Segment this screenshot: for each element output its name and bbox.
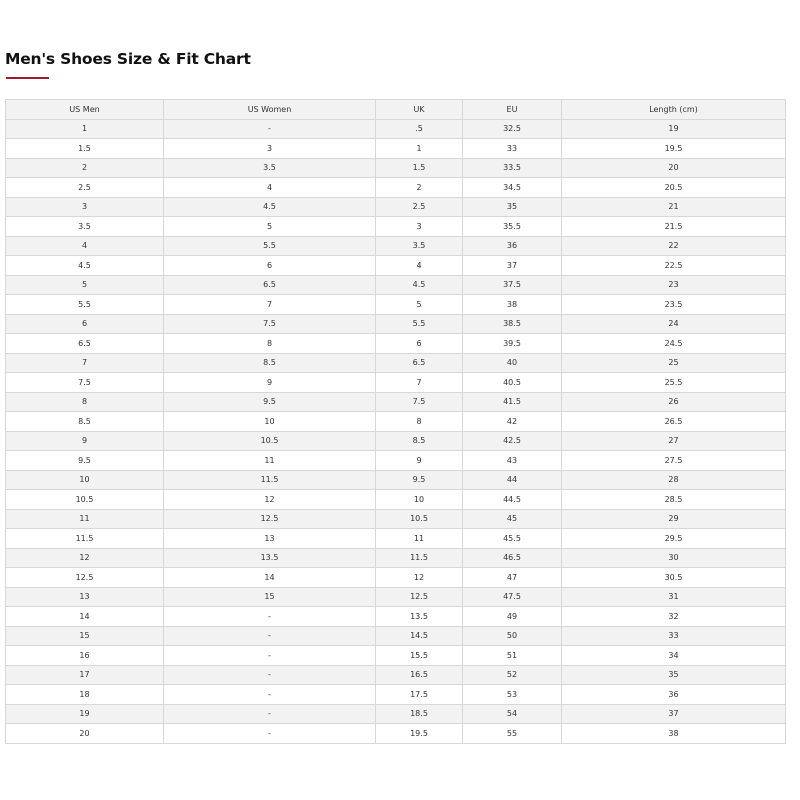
cell-us-men: 2 — [6, 158, 164, 178]
cell-length-cm: 24.5 — [562, 334, 786, 354]
cell-length-cm: 21 — [562, 197, 786, 217]
cell-uk: 8.5 — [376, 431, 463, 451]
cell-length-cm: 37 — [562, 704, 786, 724]
table-row — [6, 353, 786, 373]
cell-uk: 15.5 — [376, 646, 463, 666]
cell-us-women: 15 — [164, 587, 376, 607]
cell-us-men: 6.5 — [6, 334, 164, 354]
cell-length-cm: 38 — [562, 724, 786, 744]
cell-us-women: 6.5 — [164, 275, 376, 295]
table-row — [6, 256, 786, 276]
cell-us-men: 18 — [6, 685, 164, 705]
table-row — [6, 412, 786, 432]
cell-length-cm: 35 — [562, 665, 786, 685]
cell-us-men: 16 — [6, 646, 164, 666]
cell-us-women: 10 — [164, 412, 376, 432]
table-row — [6, 470, 786, 490]
table-row — [6, 509, 786, 529]
cell-uk: 3.5 — [376, 236, 463, 256]
cell-us-women: 12.5 — [164, 509, 376, 529]
cell-us-women: 3.5 — [164, 158, 376, 178]
cell-length-cm: 28 — [562, 470, 786, 490]
cell-us-men: 8.5 — [6, 412, 164, 432]
cell-length-cm: 25.5 — [562, 373, 786, 393]
cell-eu: 44 — [463, 470, 562, 490]
cell-us-men: 20 — [6, 724, 164, 744]
column-header-length-cm: Length (cm) — [562, 100, 786, 120]
cell-us-women: 4 — [164, 178, 376, 198]
cell-uk: 12 — [376, 568, 463, 588]
cell-uk: 6.5 — [376, 353, 463, 373]
table-row — [6, 373, 786, 393]
cell-uk: 5.5 — [376, 314, 463, 334]
cell-us-men: 12 — [6, 548, 164, 568]
cell-us-men: 8 — [6, 392, 164, 412]
cell-us-women: 13 — [164, 529, 376, 549]
cell-us-women: - — [164, 646, 376, 666]
cell-eu: 32.5 — [463, 119, 562, 139]
cell-eu: 38.5 — [463, 314, 562, 334]
table-row — [6, 685, 786, 705]
cell-eu: 37.5 — [463, 275, 562, 295]
cell-us-men: 7 — [6, 353, 164, 373]
cell-us-women: 11.5 — [164, 470, 376, 490]
cell-us-women: - — [164, 665, 376, 685]
cell-us-women: - — [164, 119, 376, 139]
cell-us-women: 5.5 — [164, 236, 376, 256]
cell-eu: 50 — [463, 626, 562, 646]
cell-uk: 19.5 — [376, 724, 463, 744]
column-header-us-men: US Men — [6, 100, 164, 120]
table-row — [6, 158, 786, 178]
table-row — [6, 704, 786, 724]
table-row — [6, 490, 786, 510]
cell-length-cm: 23 — [562, 275, 786, 295]
cell-us-men: 11 — [6, 509, 164, 529]
cell-us-men: 13 — [6, 587, 164, 607]
cell-length-cm: 27.5 — [562, 451, 786, 471]
cell-us-men: 1 — [6, 119, 164, 139]
cell-eu: 47.5 — [463, 587, 562, 607]
cell-eu: 42 — [463, 412, 562, 432]
cell-uk: .5 — [376, 119, 463, 139]
cell-us-women: 3 — [164, 139, 376, 159]
cell-length-cm: 30.5 — [562, 568, 786, 588]
cell-uk: 1.5 — [376, 158, 463, 178]
cell-uk: 10 — [376, 490, 463, 510]
cell-us-women: - — [164, 685, 376, 705]
cell-uk: 9.5 — [376, 470, 463, 490]
cell-eu: 55 — [463, 724, 562, 744]
cell-uk: 4.5 — [376, 275, 463, 295]
table-row — [6, 197, 786, 217]
cell-length-cm: 23.5 — [562, 295, 786, 315]
cell-length-cm: 26.5 — [562, 412, 786, 432]
cell-eu: 33 — [463, 139, 562, 159]
cell-eu: 37 — [463, 256, 562, 276]
cell-us-women: 8.5 — [164, 353, 376, 373]
cell-us-men: 19 — [6, 704, 164, 724]
cell-uk: 17.5 — [376, 685, 463, 705]
cell-eu: 39.5 — [463, 334, 562, 354]
cell-eu: 51 — [463, 646, 562, 666]
cell-uk: 14.5 — [376, 626, 463, 646]
cell-eu: 53 — [463, 685, 562, 705]
cell-length-cm: 27 — [562, 431, 786, 451]
cell-eu: 42.5 — [463, 431, 562, 451]
cell-uk: 13.5 — [376, 607, 463, 627]
table-row — [6, 217, 786, 237]
cell-us-women: 11 — [164, 451, 376, 471]
cell-length-cm: 36 — [562, 685, 786, 705]
cell-length-cm: 28.5 — [562, 490, 786, 510]
cell-us-women: 5 — [164, 217, 376, 237]
table-row — [6, 431, 786, 451]
cell-us-men: 6 — [6, 314, 164, 334]
cell-us-men: 9.5 — [6, 451, 164, 471]
cell-length-cm: 29.5 — [562, 529, 786, 549]
cell-length-cm: 29 — [562, 509, 786, 529]
cell-eu: 54 — [463, 704, 562, 724]
cell-us-men: 10.5 — [6, 490, 164, 510]
cell-uk: 1 — [376, 139, 463, 159]
cell-us-men: 1.5 — [6, 139, 164, 159]
table-row — [6, 275, 786, 295]
table-row — [6, 178, 786, 198]
cell-us-men: 14 — [6, 607, 164, 627]
table-row — [6, 236, 786, 256]
cell-eu: 41.5 — [463, 392, 562, 412]
table-row — [6, 392, 786, 412]
cell-uk: 9 — [376, 451, 463, 471]
cell-length-cm: 19.5 — [562, 139, 786, 159]
cell-length-cm: 32 — [562, 607, 786, 627]
cell-eu: 34.5 — [463, 178, 562, 198]
cell-length-cm: 31 — [562, 587, 786, 607]
cell-uk: 2.5 — [376, 197, 463, 217]
cell-eu: 36 — [463, 236, 562, 256]
cell-eu: 46.5 — [463, 548, 562, 568]
cell-us-women: 13.5 — [164, 548, 376, 568]
cell-us-women: - — [164, 704, 376, 724]
column-header-uk: UK — [376, 100, 463, 120]
cell-eu: 38 — [463, 295, 562, 315]
cell-eu: 43 — [463, 451, 562, 471]
cell-us-men: 15 — [6, 626, 164, 646]
cell-us-men: 12.5 — [6, 568, 164, 588]
cell-us-women: 7 — [164, 295, 376, 315]
cell-us-women: 12 — [164, 490, 376, 510]
cell-us-men: 7.5 — [6, 373, 164, 393]
cell-eu: 40 — [463, 353, 562, 373]
cell-length-cm: 20.5 — [562, 178, 786, 198]
cell-eu: 44.5 — [463, 490, 562, 510]
size-chart-body — [6, 119, 786, 743]
table-row — [6, 646, 786, 666]
cell-uk: 7 — [376, 373, 463, 393]
cell-uk: 12.5 — [376, 587, 463, 607]
cell-length-cm: 33 — [562, 626, 786, 646]
column-header-eu: EU — [463, 100, 562, 120]
cell-us-women: - — [164, 724, 376, 744]
cell-us-women: 9 — [164, 373, 376, 393]
cell-us-men: 3 — [6, 197, 164, 217]
cell-uk: 16.5 — [376, 665, 463, 685]
table-row — [6, 587, 786, 607]
table-row — [6, 568, 786, 588]
cell-us-men: 9 — [6, 431, 164, 451]
cell-us-men: 10 — [6, 470, 164, 490]
table-row — [6, 724, 786, 744]
table-row — [6, 626, 786, 646]
cell-eu: 45 — [463, 509, 562, 529]
cell-eu: 52 — [463, 665, 562, 685]
cell-length-cm: 22 — [562, 236, 786, 256]
table-row — [6, 295, 786, 315]
table-row — [6, 548, 786, 568]
cell-eu: 33.5 — [463, 158, 562, 178]
cell-uk: 10.5 — [376, 509, 463, 529]
table-row — [6, 139, 786, 159]
cell-eu: 49 — [463, 607, 562, 627]
title-underline — [6, 77, 49, 79]
table-row — [6, 314, 786, 334]
cell-uk: 5 — [376, 295, 463, 315]
cell-us-men: 4.5 — [6, 256, 164, 276]
cell-eu: 47 — [463, 568, 562, 588]
table-row — [6, 607, 786, 627]
cell-uk: 8 — [376, 412, 463, 432]
cell-us-women: 8 — [164, 334, 376, 354]
cell-us-women: 7.5 — [164, 314, 376, 334]
cell-length-cm: 22.5 — [562, 256, 786, 276]
table-row — [6, 451, 786, 471]
size-chart-table — [5, 99, 786, 744]
table-header-row — [6, 100, 786, 120]
cell-us-men: 5.5 — [6, 295, 164, 315]
cell-us-women: 14 — [164, 568, 376, 588]
cell-length-cm: 19 — [562, 119, 786, 139]
cell-uk: 11.5 — [376, 548, 463, 568]
cell-us-men: 2.5 — [6, 178, 164, 198]
cell-uk: 18.5 — [376, 704, 463, 724]
cell-us-men: 11.5 — [6, 529, 164, 549]
cell-eu: 35.5 — [463, 217, 562, 237]
cell-us-women: 6 — [164, 256, 376, 276]
cell-eu: 35 — [463, 197, 562, 217]
cell-uk: 4 — [376, 256, 463, 276]
cell-us-men: 3.5 — [6, 217, 164, 237]
cell-us-women: - — [164, 626, 376, 646]
cell-us-women: - — [164, 607, 376, 627]
cell-length-cm: 34 — [562, 646, 786, 666]
cell-eu: 40.5 — [463, 373, 562, 393]
cell-length-cm: 25 — [562, 353, 786, 373]
cell-uk: 11 — [376, 529, 463, 549]
cell-us-women: 4.5 — [164, 197, 376, 217]
table-row — [6, 334, 786, 354]
cell-length-cm: 24 — [562, 314, 786, 334]
cell-us-women: 10.5 — [164, 431, 376, 451]
cell-length-cm: 21.5 — [562, 217, 786, 237]
cell-us-men: 4 — [6, 236, 164, 256]
cell-uk: 3 — [376, 217, 463, 237]
page-title: Men's Shoes Size & Fit Chart — [5, 50, 251, 68]
cell-length-cm: 30 — [562, 548, 786, 568]
column-header-us-women: US Women — [164, 100, 376, 120]
cell-length-cm: 26 — [562, 392, 786, 412]
table-row — [6, 665, 786, 685]
cell-us-men: 5 — [6, 275, 164, 295]
cell-uk: 7.5 — [376, 392, 463, 412]
cell-uk: 6 — [376, 334, 463, 354]
cell-uk: 2 — [376, 178, 463, 198]
cell-us-women: 9.5 — [164, 392, 376, 412]
table-row — [6, 119, 786, 139]
cell-length-cm: 20 — [562, 158, 786, 178]
cell-us-men: 17 — [6, 665, 164, 685]
table-row — [6, 529, 786, 549]
cell-eu: 45.5 — [463, 529, 562, 549]
